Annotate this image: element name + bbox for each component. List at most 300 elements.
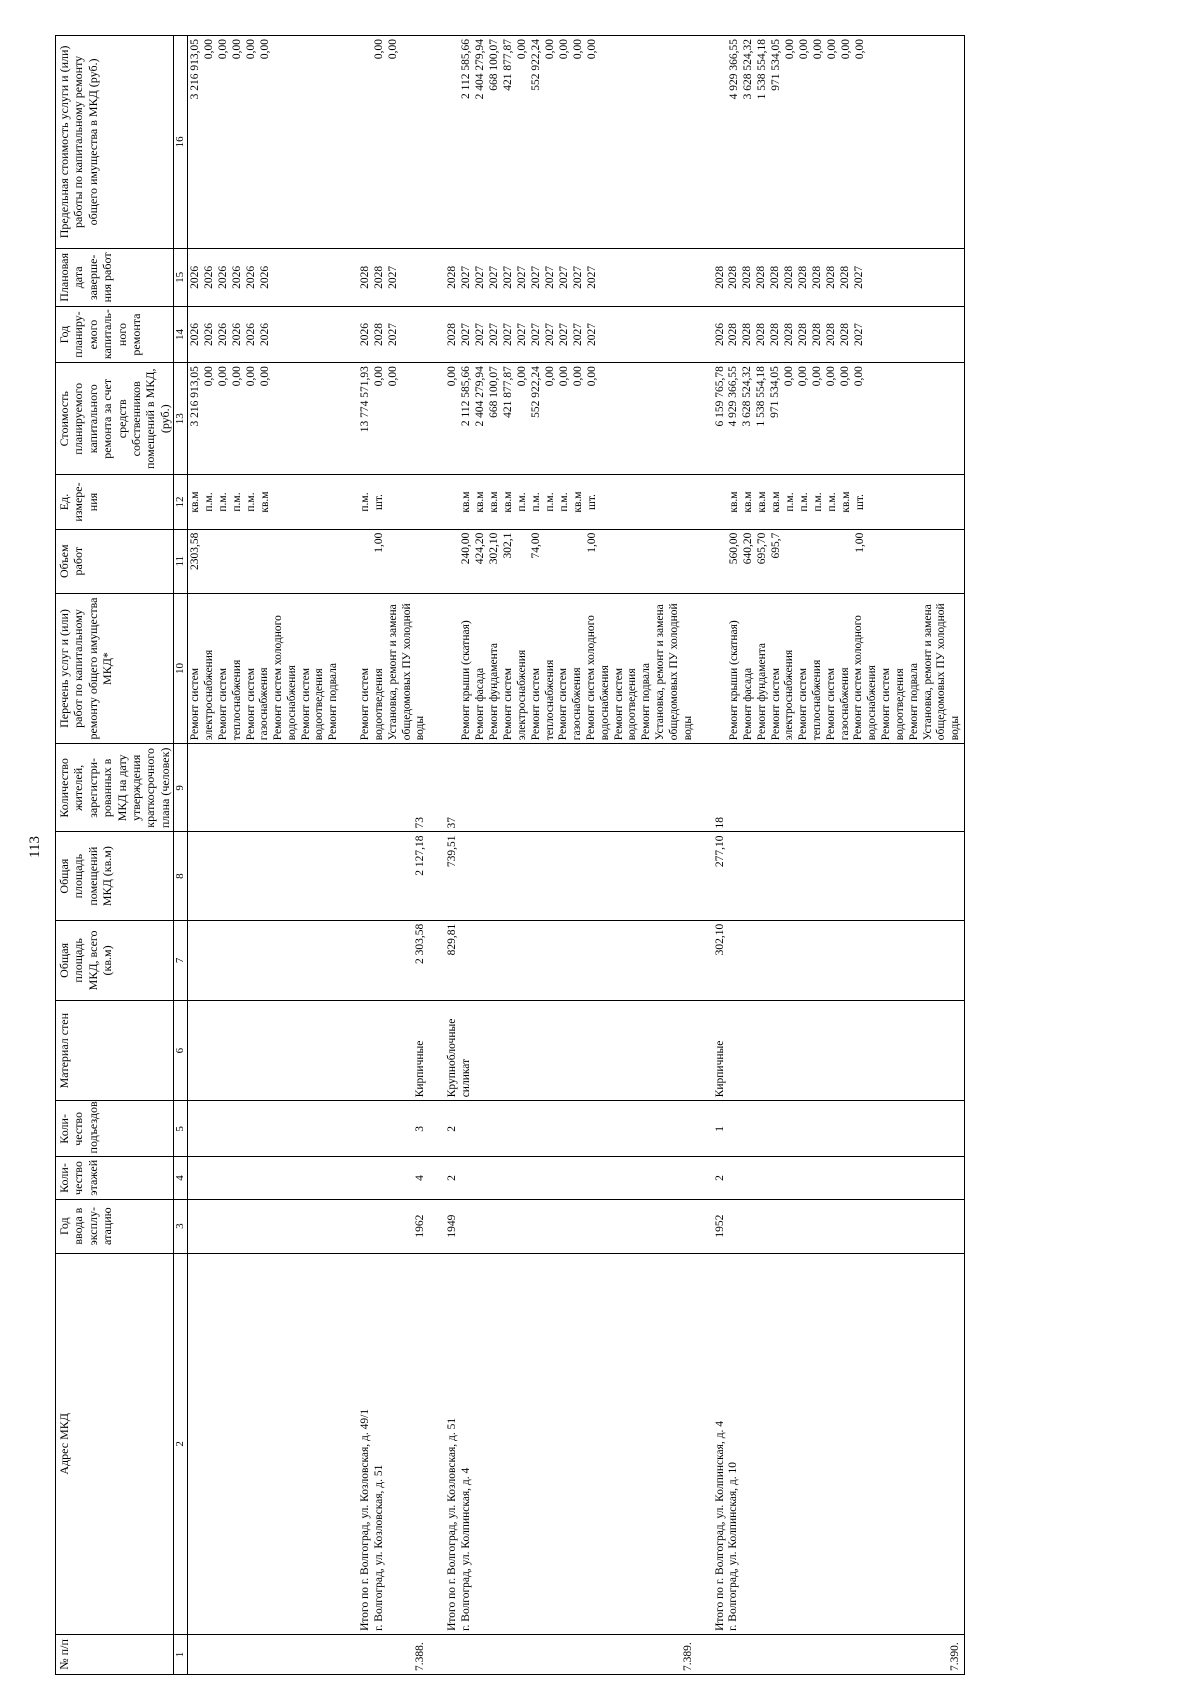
list-item: шт. <box>853 494 866 510</box>
list-item: 0,00 <box>811 39 824 60</box>
total-cost: 6 159 765,78 <box>713 366 726 427</box>
volume-list <box>728 533 868 590</box>
column-number: 7 <box>174 920 188 1000</box>
list-item: кв.м <box>839 491 852 513</box>
list-item: п.м. <box>530 492 543 512</box>
residents: 73 <box>358 744 429 832</box>
list-item: кв.м <box>502 491 515 513</box>
list-item: 0,00 <box>217 39 230 60</box>
list-item: 2026 <box>231 323 244 347</box>
column-number: 13 <box>174 363 188 475</box>
limit-cell <box>713 36 965 249</box>
header-cell: Общая площадь помещений МКД (кв.м) <box>56 832 174 920</box>
list-item: 2028 <box>811 265 824 289</box>
header-cell: Перечень услуг и (или) работ по капитальному ремонту общего имущества МКД* <box>56 593 174 743</box>
area-total: 2 303,58 <box>358 920 429 1000</box>
list-item: 2026 <box>231 265 244 289</box>
header-cell: Материал стен <box>56 1001 174 1101</box>
list-item: 0,00 <box>839 366 852 387</box>
unit-list <box>188 475 342 529</box>
list-item: 0,00 <box>853 39 866 60</box>
list-item: кв.м <box>572 491 585 513</box>
header-cell: Коли-чество этажей <box>56 1157 174 1199</box>
header-cell: Предельная стоимость услуги и (или) работы по капитальному ремонту общего имущества в МКД (руб.) <box>56 36 174 249</box>
works-list <box>188 593 342 743</box>
list-item: 2027 <box>387 323 400 347</box>
list-item <box>784 533 798 590</box>
header-row <box>56 36 174 1675</box>
list-item: 0,00 <box>797 366 810 387</box>
list-item <box>359 533 373 590</box>
residents: 37 <box>445 744 696 832</box>
list-item: п.м. <box>245 492 258 512</box>
list-item: кв.м <box>755 491 768 513</box>
list-item <box>544 533 558 590</box>
floors: 2 <box>713 1157 965 1199</box>
list-item: п.м. <box>359 492 372 512</box>
list-item: Ремонт крыши (скатная) <box>727 620 740 741</box>
list-item: Ремонт систем теплоснабжения <box>529 659 556 741</box>
list-item: 0,00 <box>839 39 852 60</box>
list-item: Ремонт крыши (скатная) <box>460 620 473 741</box>
list-item: 2026 <box>259 265 272 289</box>
unit-list <box>728 478 868 525</box>
list-item: 2026 <box>217 265 230 289</box>
list-item: 0,00 <box>811 366 824 387</box>
list-item: 1 538 554,18 <box>755 39 768 100</box>
table-row <box>188 36 342 1675</box>
list-item: п.м. <box>544 492 557 512</box>
list-item: 2028 <box>839 323 852 347</box>
list-item: Ремонт систем холодного водоснабжения <box>585 615 611 741</box>
list-item: 2027 <box>853 323 866 347</box>
list-item: Ремонт систем водоотведения <box>880 668 906 741</box>
list-item: 2028 <box>811 323 824 347</box>
row-number: 7.388. <box>358 1634 429 1674</box>
house-address: г. Волгоград, ул. Колпинская, д. 4 <box>460 1467 473 1631</box>
list-item: 2028 <box>373 323 386 347</box>
list-item <box>812 533 826 590</box>
list-item: кв.м <box>727 491 740 513</box>
date-list <box>373 252 401 303</box>
list-item: Ремонт систем электроснабжения <box>502 649 529 741</box>
list-item: шт. <box>586 494 599 510</box>
list-item: кв.м <box>474 491 487 513</box>
column-number: 15 <box>174 248 188 306</box>
list-item: 3 628 524,32 <box>741 366 754 427</box>
list-item <box>259 533 273 590</box>
list-item: 0,00 <box>217 366 230 387</box>
list-item: 2026 <box>217 323 230 347</box>
list-item: 2027 <box>502 323 515 347</box>
list-item: 2 404 279,94 <box>474 39 487 100</box>
list-item: Ремонт фундамента <box>755 642 768 741</box>
header-cell: Год ввода в эксплу-атацию <box>56 1199 174 1253</box>
floors: 4 <box>358 1157 429 1199</box>
list-item: 668 100,07 <box>488 366 501 418</box>
list-item: 971 534,05 <box>769 39 782 91</box>
volume-cell <box>445 529 696 593</box>
list-item <box>217 533 231 590</box>
cost-cell <box>358 363 429 475</box>
address-cell <box>713 1253 965 1634</box>
column-number: 3 <box>174 1199 188 1253</box>
entrances: 3 <box>358 1101 429 1157</box>
list-item: 2027 <box>474 323 487 347</box>
cost-list <box>373 366 401 471</box>
column-number: 4 <box>174 1157 188 1199</box>
list-item: 552 922,24 <box>530 39 543 91</box>
total-cost: 0,00 <box>446 366 459 387</box>
list-item: 560,00 <box>727 532 740 565</box>
list-item: 0,00 <box>373 366 386 387</box>
list-item: 1,00 <box>853 532 866 553</box>
total-address: Итого по г. Волгоград, ул. Колпинская, д. 4 <box>713 1420 726 1631</box>
limit-list <box>188 36 342 249</box>
list-item: 0,00 <box>558 366 571 387</box>
list-item: Ремонт систем водоотведения <box>359 668 386 741</box>
list-item: 0,00 <box>853 366 866 387</box>
list-item: 2028 <box>727 265 740 289</box>
list-item: 2028 <box>741 265 754 289</box>
list-item: Ремонт подвала <box>907 663 920 741</box>
address-cell <box>445 1253 696 1634</box>
header-cell: Год планиру-емого капиталь-ного ремонта <box>56 306 174 362</box>
list-item: 2027 <box>586 265 599 289</box>
list-item: 2028 <box>825 265 838 289</box>
cost-cell <box>445 363 696 475</box>
list-item: 0,00 <box>544 39 557 60</box>
list-item: 2027 <box>853 265 866 289</box>
table-row <box>713 36 965 1675</box>
list-item: п.м. <box>516 492 529 512</box>
list-item: 0,00 <box>387 39 400 60</box>
list-item: Ремонт систем водоотведения <box>299 668 326 741</box>
list-item: 0,00 <box>245 39 258 60</box>
list-item: 3 216 913,05 <box>189 39 202 100</box>
list-item: 2028 <box>755 265 768 289</box>
list-item: п.м. <box>231 492 244 512</box>
year-list <box>188 306 342 362</box>
wall-material: Кирпичные <box>713 1001 965 1101</box>
list-item: 2026 <box>189 323 202 347</box>
works-cell <box>713 593 965 743</box>
limit-list <box>728 39 868 245</box>
list-item: 2028 <box>727 323 740 347</box>
list-item: 2027 <box>530 265 543 289</box>
list-item: 74,00 <box>530 532 543 559</box>
year-built: 1962 <box>358 1199 429 1253</box>
list-item: 2 112 585,66 <box>460 39 473 99</box>
list-item: 2028 <box>839 265 852 289</box>
column-number: 16 <box>174 36 188 249</box>
list-item: Установка, ремонт и замена общедомовых ПУ холодной воды <box>654 603 694 741</box>
column-number: 12 <box>174 475 188 529</box>
list-item <box>572 533 586 590</box>
list-item: 0,00 <box>783 366 796 387</box>
area-rooms: 739,51 <box>445 832 696 920</box>
list-item: п.м. <box>783 492 796 512</box>
residents: 18 <box>713 744 965 832</box>
list-item: п.м. <box>825 492 838 512</box>
list-item <box>203 533 217 590</box>
list-item: Ремонт систем электроснабжения <box>189 649 216 741</box>
list-item: 2027 <box>572 323 585 347</box>
unit-cell <box>713 475 965 529</box>
header-cell: Общая площадь МКД, всего (кв.м) <box>56 920 174 1000</box>
list-item: 2027 <box>460 265 473 289</box>
list-item: Ремонт систем газоснабжения <box>557 667 584 741</box>
list-item: 421 877,87 <box>502 39 515 91</box>
column-number: 1 <box>174 1634 188 1674</box>
limit-cell <box>445 36 696 249</box>
list-item: 0,00 <box>825 366 838 387</box>
list-item: 2028 <box>769 265 782 289</box>
list-item: Ремонт подвала <box>640 663 653 741</box>
list-item: 0,00 <box>245 366 258 387</box>
list-item: Ремонт систем газоснабжения <box>244 667 271 741</box>
list-item: 0,00 <box>373 39 386 60</box>
list-item: Ремонт фасада <box>474 667 487 741</box>
list-item: 2028 <box>825 323 838 347</box>
limit-list <box>460 39 600 245</box>
list-item: п.м. <box>217 492 230 512</box>
cost-list <box>460 366 600 471</box>
list-item: п.м. <box>797 492 810 512</box>
list-item: 0,00 <box>203 39 216 60</box>
list-item: 2027 <box>516 265 529 289</box>
list-item: 2028 <box>783 323 796 347</box>
year-list <box>373 310 401 359</box>
list-item: 640,20 <box>741 532 754 565</box>
table-row <box>358 36 429 1675</box>
list-item: 424,20 <box>474 532 487 565</box>
house-address: г. Волгоград, ул. Колпинская, д. 10 <box>727 1461 740 1631</box>
header-cell: Плановая дата заверше-ния работ <box>56 248 174 306</box>
list-item: 695,7 <box>769 532 782 559</box>
list-item: Ремонт систем водоотведения <box>612 668 639 741</box>
list-item: 2 112 585,66 <box>460 366 473 427</box>
rotated-table-container <box>55 35 1200 1675</box>
list-item: кв.м <box>460 491 473 513</box>
list-item: 240,00 <box>460 532 473 565</box>
list-item: 2027 <box>558 323 571 347</box>
list-item: 695,70 <box>755 532 768 565</box>
list-item: 2027 <box>488 323 501 347</box>
list-item: 302,10 <box>488 532 501 565</box>
cost-cell <box>713 363 965 475</box>
list-item: п.м. <box>558 492 571 512</box>
address-cell <box>358 1253 429 1634</box>
list-item: 0,00 <box>387 366 400 387</box>
floors: 2 <box>445 1157 696 1199</box>
list-item: 3 216 913,05 <box>189 366 202 427</box>
list-item: Ремонт систем электроснабжения <box>769 649 796 741</box>
list-item: Ремонт систем холодного водоснабжения <box>272 615 298 741</box>
list-item: 2027 <box>572 265 585 289</box>
year-list <box>460 310 600 359</box>
list-item: 2027 <box>544 265 557 289</box>
list-item: 2028 <box>797 323 810 347</box>
list-item: 0,00 <box>259 39 272 60</box>
column-number: 8 <box>174 832 188 920</box>
list-item: 0,00 <box>231 366 244 387</box>
list-item: 0,00 <box>797 39 810 60</box>
list-item: 2026 <box>189 265 202 289</box>
year-cell <box>713 306 965 362</box>
list-item: Ремонт систем холодного водоснабжения <box>852 615 879 741</box>
unit-list <box>460 478 600 525</box>
list-item: кв.м <box>769 491 782 513</box>
header-cell: Коли-чество подъездов <box>56 1101 174 1157</box>
volume-cell <box>713 529 965 593</box>
list-item: п.м. <box>203 492 216 512</box>
header-cell: Объем работ <box>56 529 174 593</box>
list-item: 1,00 <box>373 532 386 553</box>
total-date: 2028 <box>446 265 459 289</box>
date-list <box>727 252 867 303</box>
year-cell <box>445 306 696 362</box>
area-total: 829,81 <box>445 920 696 1000</box>
list-item <box>516 533 530 590</box>
list-item: кв.м <box>189 491 202 513</box>
list-item: 0,00 <box>586 39 599 60</box>
works-list <box>460 597 695 740</box>
page-number: 113 <box>27 836 43 858</box>
list-item <box>558 533 572 590</box>
date-list <box>188 248 342 306</box>
date-cell <box>713 248 965 306</box>
total-address: Итого по г. Волгоград, ул. Козловская, д. 51 <box>446 1417 459 1631</box>
list-item: Ремонт фасада <box>741 667 754 741</box>
list-item: Ремонт фундамента <box>488 642 501 741</box>
volume-list <box>188 529 342 593</box>
cost-list <box>727 366 867 471</box>
total-date: 2028 <box>713 265 726 289</box>
list-item: 0,00 <box>259 366 272 387</box>
list-item: 4 929 366,55 <box>727 366 740 427</box>
list-item: кв.м <box>488 491 501 513</box>
list-item: 668 100,07 <box>488 39 501 91</box>
works-list <box>728 597 963 740</box>
list-item: 971 534,05 <box>769 366 782 418</box>
list-item: 2028 <box>769 323 782 347</box>
date-cell <box>445 248 696 306</box>
total-year: 2028 <box>446 323 459 347</box>
list-item: 0,00 <box>572 39 585 60</box>
entrances: 1 <box>713 1101 965 1157</box>
list-item: 2028 <box>783 265 796 289</box>
column-number: 6 <box>174 1001 188 1101</box>
column-number: 14 <box>174 306 188 362</box>
list-item: кв.м <box>741 491 754 513</box>
area-total: 302,10 <box>713 920 965 1000</box>
list-item: Установка, ремонт и замена общедомовых ПУ холодной воды <box>386 603 427 741</box>
list-item <box>840 533 854 590</box>
list-item: 1 538 554,18 <box>755 366 768 427</box>
total-year: 2026 <box>713 323 726 347</box>
list-item <box>231 533 245 590</box>
list-item: 302,1 <box>502 532 515 559</box>
list-item: 2027 <box>558 265 571 289</box>
table-row <box>445 36 696 1675</box>
capital-repair-table <box>55 35 965 1675</box>
list-item: 0,00 <box>516 39 529 60</box>
list-item: 2027 <box>516 323 529 347</box>
list-item: 2028 <box>755 323 768 347</box>
list-item: 2 404 279,94 <box>474 366 487 427</box>
list-item <box>826 533 840 590</box>
list-item: 2026 <box>203 265 216 289</box>
house-address: г. Волгоград, ул. Козловская, д. 51 <box>373 1464 386 1631</box>
date-cell <box>358 248 429 306</box>
volume-list <box>460 533 600 590</box>
cost-list <box>188 363 342 475</box>
row-number: 7.390. <box>713 1634 965 1674</box>
column-number: 9 <box>174 744 188 832</box>
list-item: 0,00 <box>783 39 796 60</box>
list-item <box>798 533 812 590</box>
list-item: 0,00 <box>516 366 529 387</box>
list-item: Ремонт подвала <box>327 663 340 741</box>
year-list <box>727 310 867 359</box>
list-item: 0,00 <box>558 39 571 60</box>
total-year: 2026 <box>359 323 372 347</box>
column-number: 11 <box>174 529 188 593</box>
list-item: 2026 <box>259 323 272 347</box>
header-cell: Ед. измере-ния <box>56 475 174 529</box>
wall-material: Крупноблочные силикат <box>445 1001 696 1101</box>
works-list <box>358 593 429 743</box>
list-item: 2027 <box>387 265 400 289</box>
list-item <box>245 533 259 590</box>
list-item: 0,00 <box>572 366 585 387</box>
total-address: Итого по г. Волгоград, ул. Козловская, д. 49/1 <box>359 1408 372 1631</box>
year-built: 1952 <box>713 1199 965 1253</box>
list-item: 2027 <box>460 323 473 347</box>
list-item: 2026 <box>245 323 258 347</box>
column-number: 2 <box>174 1253 188 1634</box>
row-number: 7.389. <box>445 1634 696 1674</box>
unit-list <box>358 475 429 529</box>
year-built: 1949 <box>445 1199 696 1253</box>
list-item: Ремонт систем теплоснабжения <box>797 659 824 741</box>
list-item: п.м. <box>811 492 824 512</box>
list-item: 2028 <box>741 323 754 347</box>
area-rooms: 277,10 <box>713 832 965 920</box>
header-cell: Количество жителей, зарегистри-рованных в МКД на дату утверждения краткосрочного плана (человек) <box>56 744 174 832</box>
list-item: 4 929 366,55 <box>727 39 740 100</box>
list-item: Ремонт систем газоснабжения <box>824 667 851 741</box>
list-item: 2027 <box>474 265 487 289</box>
list-item: 2027 <box>488 265 501 289</box>
list-item: 1,00 <box>586 532 599 553</box>
column-number-row <box>174 36 188 1675</box>
list-item: 2028 <box>373 265 386 289</box>
list-item: 2026 <box>245 265 258 289</box>
list-item: 2303,58 <box>189 532 202 570</box>
column-number: 5 <box>174 1101 188 1157</box>
list-item: 2028 <box>797 265 810 289</box>
list-item: 3 628 524,32 <box>741 39 754 100</box>
list-item: 0,00 <box>544 366 557 387</box>
list-item: 2026 <box>203 323 216 347</box>
list-item: 2027 <box>586 323 599 347</box>
list-item: Ремонт систем теплоснабжения <box>216 659 243 741</box>
list-item: 0,00 <box>586 366 599 387</box>
list-item: шт. <box>373 494 386 510</box>
list-item: Установка, ремонт и замена общедомовых ПУ холодной воды <box>921 603 962 741</box>
